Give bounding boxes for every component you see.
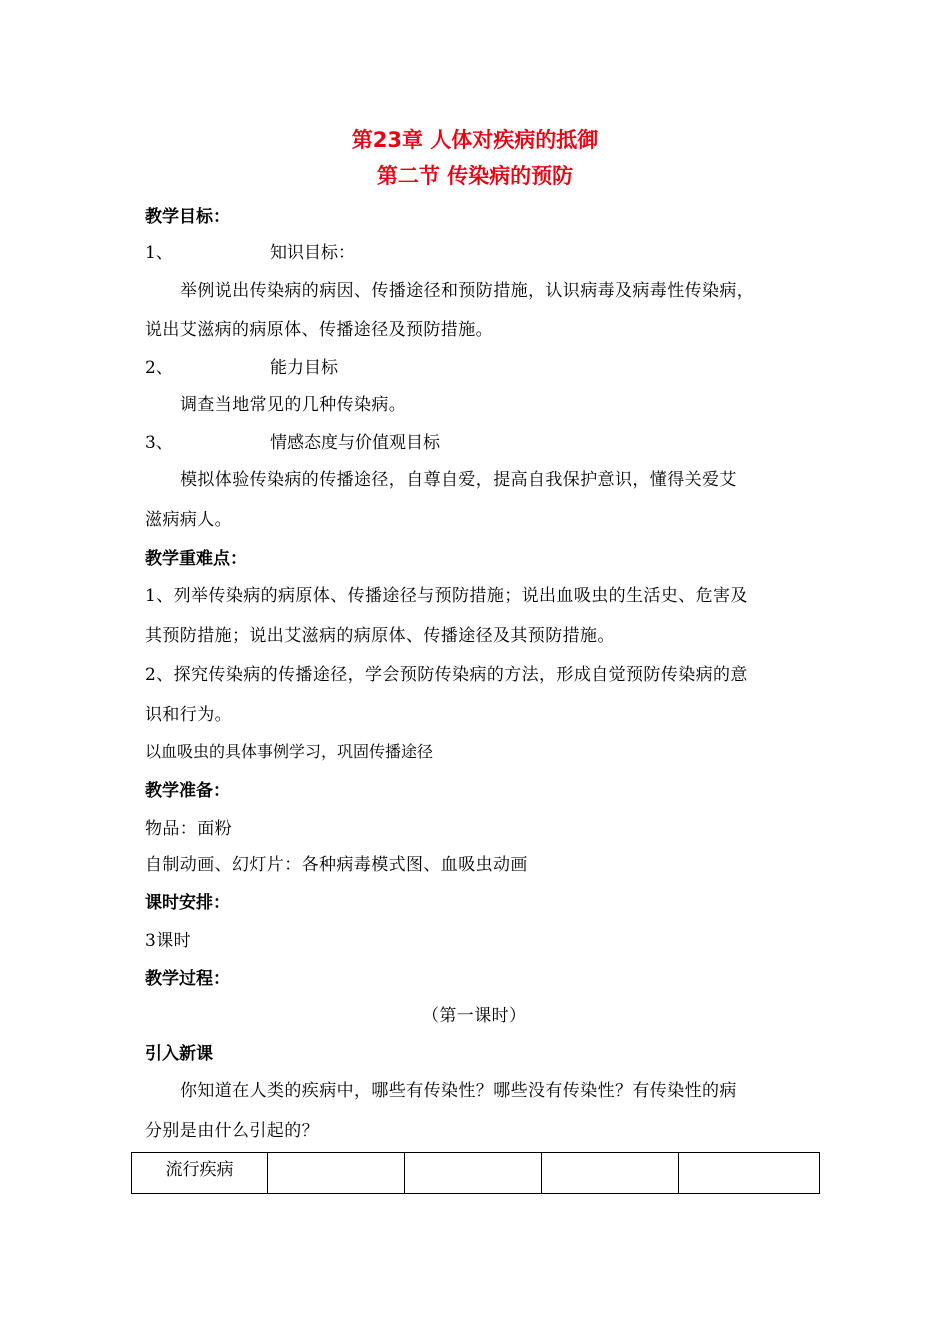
- table-cell: [542, 1153, 679, 1194]
- objective-text: 滋病病人。: [145, 510, 232, 530]
- disease-table: [131, 1152, 820, 1194]
- objective-number: 2、: [145, 358, 173, 378]
- schedule-value: 3课时: [145, 931, 192, 951]
- table-row: [132, 1153, 820, 1194]
- objective-text: 调查当地常见的几种传染病。: [180, 395, 407, 415]
- chapter-title: 第23章 人体对疾病的抵御: [351, 128, 599, 152]
- key-points-text: 1、列举传染病的病原体、传播途径与预防措施；说出血吸虫的生活史、危害及: [145, 586, 748, 606]
- preparation-text: 自制动画、幻灯片：各种病毒模式图、血吸虫动画: [145, 855, 528, 875]
- intro-heading: 引入新课: [145, 1044, 213, 1064]
- schedule-heading: 课时安排：: [145, 893, 230, 913]
- key-points-text: 其预防措施；说出艾滋病的病原体、传播途径及其预防措施。: [145, 626, 615, 646]
- objective-text: 举例说出传染病的病因、传播途径和预防措施，认识病毒及病毒性传染病，: [180, 281, 755, 301]
- objective-label: 知识目标：: [270, 243, 355, 263]
- preparation-heading: 教学准备：: [145, 781, 230, 801]
- table-cell: [268, 1153, 405, 1194]
- objectives-heading: 教学目标：: [145, 207, 230, 227]
- process-heading: 教学过程：: [145, 969, 230, 989]
- table-cell: [679, 1153, 820, 1194]
- objective-text: 说出艾滋病的病原体、传播途径及预防措施。: [145, 320, 493, 340]
- key-points-text: 识和行为。: [145, 705, 232, 725]
- table-cell: 流行疾病: [132, 1153, 268, 1194]
- section-title: 第二节 传染病的预防: [376, 164, 574, 188]
- key-points-text: 2、探究传染病的传播途径，学会预防传染病的方法，形成自觉预防传染病的意: [145, 665, 748, 685]
- intro-text: 你知道在人类的疾病中，哪些有传染性？哪些没有传染性？有传染性的病: [180, 1081, 737, 1101]
- objective-label: 能力目标: [270, 358, 338, 378]
- objective-number: 1、: [145, 243, 173, 263]
- objective-label: 情感态度与价值观目标: [270, 433, 440, 453]
- objective-text: 模拟体验传染病的传播途径，自尊自爱，提高自我保护意识，懂得关爱艾: [180, 470, 737, 490]
- key-points-heading: 教学重难点：: [145, 549, 247, 569]
- intro-text: 分别是由什么引起的？: [145, 1121, 319, 1141]
- table-cell: [405, 1153, 542, 1194]
- preparation-text: 物品：面粉: [145, 819, 232, 839]
- objective-number: 3、: [145, 433, 173, 453]
- key-points-note: 以血吸虫的具体事例学习，巩固传播途径: [145, 742, 434, 761]
- period-label: （第一课时）: [422, 1006, 527, 1026]
